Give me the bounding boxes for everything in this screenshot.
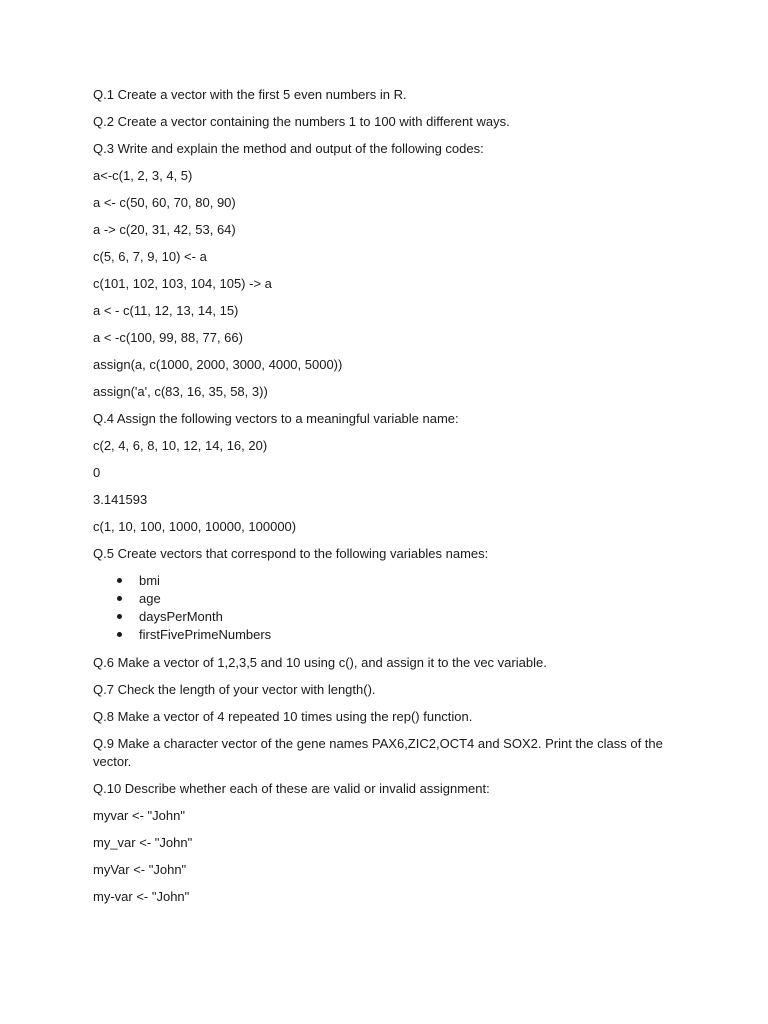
question-5: Q.5 Create vectors that correspond to the following variables names: xyxy=(93,546,489,561)
assignment-line: my_var <- "John" xyxy=(93,835,193,850)
question-7: Q.7 Check the length of your vector with length(). xyxy=(93,682,376,697)
variable-names-list xyxy=(93,572,673,644)
bullet-icon xyxy=(117,632,122,637)
document-page xyxy=(93,86,673,915)
code-line: a < -c(100, 99, 88, 77, 66) xyxy=(93,330,243,345)
question-10: Q.10 Describe whether each of these are valid or invalid assignment: xyxy=(93,781,490,796)
list-item xyxy=(93,590,673,608)
code-line: assign(a, c(1000, 2000, 3000, 4000, 5000)) xyxy=(93,357,343,372)
bullet-icon xyxy=(117,578,122,583)
question-6: Q.6 Make a vector of 1,2,3,5 and 10 using c(), and assign it to the vec variable. xyxy=(93,655,547,670)
list-item-label: daysPerMonth xyxy=(139,609,223,624)
list-item-label: bmi xyxy=(139,573,160,588)
question-3: Q.3 Write and explain the method and output of the following codes: xyxy=(93,141,484,156)
list-item xyxy=(93,626,673,644)
assignment-line: myVar <- "John" xyxy=(93,862,187,877)
question-2: Q.2 Create a vector containing the numbers 1 to 100 with different ways. xyxy=(93,114,510,129)
list-item xyxy=(93,608,673,626)
vector-line: 3.141593 xyxy=(93,492,148,507)
code-line: assign('a', c(83, 16, 35, 58, 3)) xyxy=(93,384,268,399)
bullet-icon xyxy=(117,596,122,601)
vector-line: c(2, 4, 6, 8, 10, 12, 14, 16, 20) xyxy=(93,438,268,453)
question-8: Q.8 Make a vector of 4 repeated 10 times using the rep() function. xyxy=(93,709,473,724)
question-4: Q.4 Assign the following vectors to a meaningful variable name: xyxy=(93,411,459,426)
vector-line: c(1, 10, 100, 1000, 10000, 100000) xyxy=(93,519,297,534)
list-item xyxy=(93,572,673,590)
bullet-icon xyxy=(117,614,122,619)
code-line: a <- c(50, 60, 70, 80, 90) xyxy=(93,195,236,210)
code-line: a < - c(11, 12, 13, 14, 15) xyxy=(93,303,239,318)
list-item-label: age xyxy=(139,591,161,606)
code-line: a<-c(1, 2, 3, 4, 5) xyxy=(93,168,193,183)
list-item-label: firstFivePrimeNumbers xyxy=(139,627,272,642)
code-line: c(5, 6, 7, 9, 10) <- a xyxy=(93,249,207,264)
question-9: Q.9 Make a character vector of the gene names PAX6,ZIC2,OCT4 and SOX2. Print the class of the vector. xyxy=(93,736,667,769)
assignment-line: myvar <- "John" xyxy=(93,808,185,823)
vector-line: 0 xyxy=(93,465,101,480)
code-line: c(101, 102, 103, 104, 105) -> a xyxy=(93,276,272,291)
code-line: a -> c(20, 31, 42, 53, 64) xyxy=(93,222,236,237)
question-1: Q.1 Create a vector with the first 5 even numbers in R. xyxy=(93,87,407,102)
assignment-line: my-var <- "John" xyxy=(93,889,190,904)
